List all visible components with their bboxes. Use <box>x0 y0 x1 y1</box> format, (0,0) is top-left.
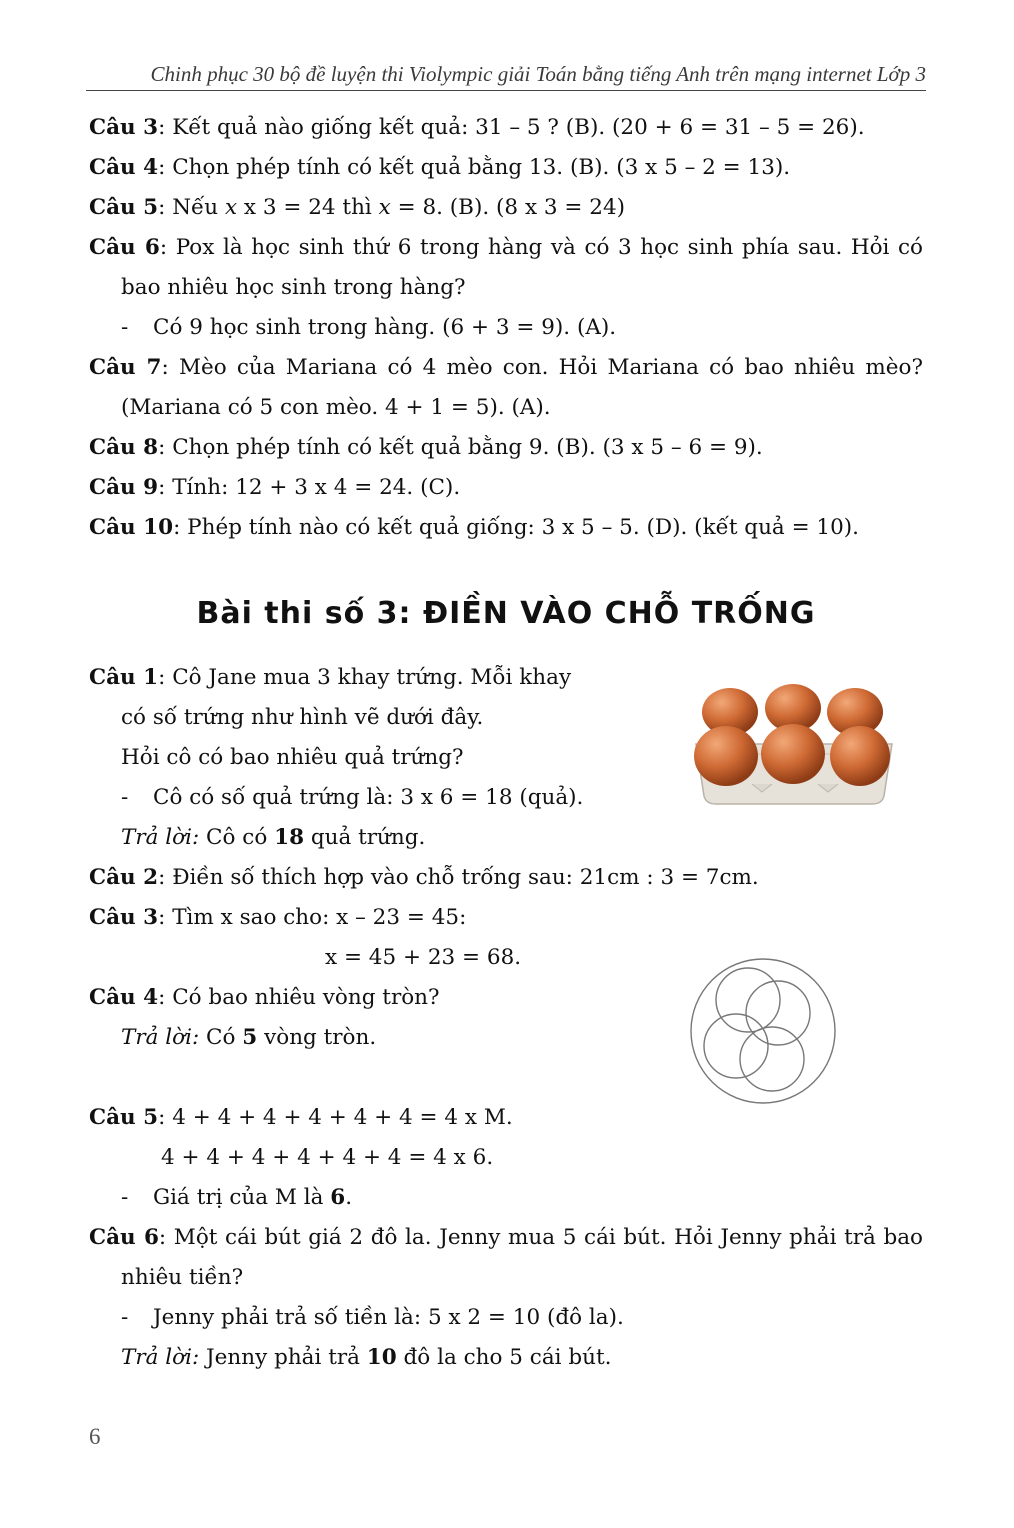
answer-number: 5 <box>242 1025 258 1050</box>
solution-line: x = 45 + 23 = 68. <box>325 945 522 970</box>
question-text: : Phép tính nào có kết quả giống: 3 x 5 – 5. (D). (kết quả = 10). <box>173 515 859 540</box>
question-text: = 8. (B). (8 x 3 = 24) <box>390 195 626 220</box>
question-continuation: (Mariana có 5 con mèo. 4 + 1 = 5). (A). <box>121 395 551 420</box>
running-header: Chinh phục 30 bộ đề luyện thi Violympic giải Toán bằng tiếng Anh trên mạng internet Lớp 3 <box>86 62 926 91</box>
page-number: 6 <box>89 1424 101 1449</box>
question-label: Câu 5 <box>89 195 159 220</box>
part2-question-8 <box>89 428 923 468</box>
question-text: : Một cái bút giá 2 đô la. Jenny mua 5 cái bút. Hỏi Jenny phải trả bao <box>158 1225 923 1250</box>
part2-question-4 <box>89 148 923 188</box>
question-label: Câu 6 <box>89 1225 159 1250</box>
question-label: Câu 9 <box>89 475 159 500</box>
answer-label: Trả lời: <box>121 1025 200 1050</box>
question-continuation: Hỏi cô có bao nhiêu quả trứng? <box>121 745 464 770</box>
answer-text: Có 9 học sinh trong hàng. (6 + 3 = 9). (A). <box>153 315 617 340</box>
answer-line <box>89 1178 923 1218</box>
variable-x: x <box>224 195 238 220</box>
answer-label: Trả lời: <box>121 1345 200 1370</box>
part2-question-3 <box>89 108 923 148</box>
question-label: Câu 3 <box>89 905 159 930</box>
variable-x: x <box>378 195 391 220</box>
answer-text: đô la cho 5 cái bút. <box>396 1345 612 1370</box>
dash-bullet: - <box>121 785 129 810</box>
question-label: Câu 5 <box>89 1105 159 1130</box>
part2-question-7 <box>89 348 923 388</box>
question-text: : Chọn phép tính có kết quả bằng 9. (B). (3 x 5 – 6 = 9). <box>158 435 763 460</box>
answer-text: Jenny phải trả <box>199 1345 367 1370</box>
question-text: : Điền số thích hợp vào chỗ trống sau: 21cm : 3 = 7cm. <box>158 865 759 890</box>
part3-question-5 <box>89 1098 923 1138</box>
equation-line: 4 + 4 + 4 + 4 + 4 + 4 = 4 x 6. <box>161 1145 494 1170</box>
dash-bullet: - <box>121 1305 129 1330</box>
question-label: Câu 1 <box>89 665 159 690</box>
egg-front-3 <box>830 726 890 786</box>
outer-circle <box>691 959 835 1103</box>
question-text: : Chọn phép tính có kết quả bằng 13. (B). (3 x 5 – 2 = 13). <box>158 155 791 180</box>
answer-line <box>89 308 923 348</box>
answer-text: vòng tròn. <box>257 1025 377 1050</box>
circles-figure <box>686 958 840 1104</box>
part2-question-6 <box>89 228 923 268</box>
question-text: : Có bao nhiêu vòng tròn? <box>158 985 440 1010</box>
question-text: : Tính: 12 + 3 x 4 = 24. (C). <box>158 475 461 500</box>
question-text: : Cô Jane mua 3 khay trứng. Mỗi khay <box>158 665 572 690</box>
question-label: Câu 8 <box>89 435 159 460</box>
dash-bullet: - <box>121 315 129 340</box>
question-label: Câu 2 <box>89 865 159 890</box>
egg-front-1 <box>694 726 758 786</box>
egg-front-2 <box>761 724 825 784</box>
question-text: : Tìm x sao cho: x – 23 = 45: <box>158 905 467 930</box>
egg-tray-illustration <box>690 684 895 806</box>
question-label: Câu 6 <box>89 235 160 260</box>
question-continuation: bao nhiêu học sinh trong hàng? <box>121 275 466 300</box>
question-text: : Pox là học sinh thứ 6 trong hàng và có 3 học sinh phía sau. Hỏi có <box>159 235 924 260</box>
answer-label: Trả lời: <box>121 825 200 850</box>
question-text: : Mèo của Mariana có 4 mèo con. Hỏi Mariana có bao nhiêu mèo? <box>161 355 923 380</box>
part3-question-2 <box>89 858 923 898</box>
calculation-text: Jenny phải trả số tiền là: 5 x 2 = 10 (đô la). <box>153 1305 624 1330</box>
answer-number: 10 <box>366 1345 397 1370</box>
question-text: : Kết quả nào giống kết quả: 31 – 5 ? (B). (20 + 6 = 31 – 5 = 26). <box>158 115 865 140</box>
question-label: Câu 10 <box>89 515 174 540</box>
question-text: : 4 + 4 + 4 + 4 + 4 + 4 = 4 x M. <box>158 1105 513 1130</box>
question-label: Câu 3 <box>89 115 159 140</box>
calculation-line <box>89 1298 923 1338</box>
answer-number: 18 <box>274 825 305 850</box>
inner-circle-4 <box>740 1027 804 1091</box>
part2-question-10 <box>89 508 923 548</box>
answer-line <box>89 818 923 858</box>
part2-question-5 <box>89 188 923 228</box>
answer-line <box>89 1338 923 1378</box>
answer-text: Cô có <box>199 825 275 850</box>
part3-question-3 <box>89 898 923 938</box>
question-text: x 3 = 24 thì <box>237 195 379 220</box>
answer-text: Giá trị của M là <box>153 1185 331 1210</box>
question-continuation: nhiêu tiền? <box>121 1265 244 1290</box>
answer-number: 6 <box>330 1185 346 1210</box>
inner-circle-3 <box>704 1014 768 1078</box>
question-label: Câu 4 <box>89 155 159 180</box>
calculation-text: Cô có số quả trứng là: 3 x 6 = 18 (quả). <box>153 785 584 810</box>
part2-question-9 <box>89 468 923 508</box>
part3-question-6 <box>89 1218 923 1258</box>
section-title: Bài thi số 3: ĐIỀN VÀO CHỖ TRỐNG <box>196 596 816 631</box>
dash-bullet: - <box>121 1185 129 1210</box>
answer-text: . <box>345 1185 353 1210</box>
question-label: Câu 4 <box>89 985 159 1010</box>
answer-text: quả trứng. <box>304 825 426 850</box>
question-label: Câu 7 <box>89 355 162 380</box>
question-text: : Nếu <box>158 195 225 220</box>
question-continuation: có số trứng như hình vẽ dưới đây. <box>121 705 484 730</box>
answer-text: Có <box>199 1025 243 1050</box>
